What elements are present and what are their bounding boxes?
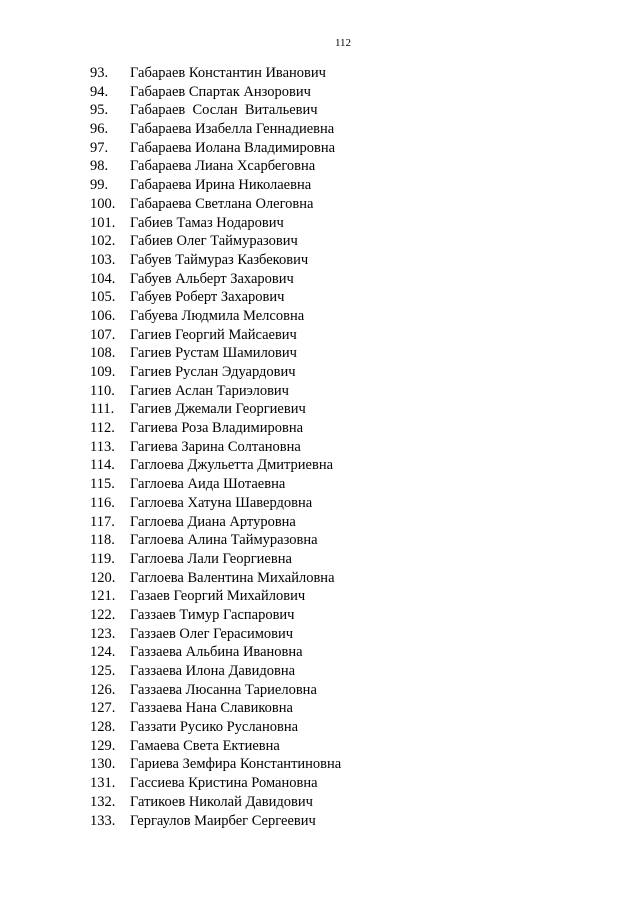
entry-number: 118. [90, 532, 115, 549]
entry-name: Гаглоева Хатуна Шавердовна [130, 494, 313, 511]
list-item [90, 793, 341, 812]
entry-name: Габиев Олег Таймуразович [130, 233, 298, 250]
entry-name: Габараева Ирина Николаевна [130, 177, 312, 194]
list-item [90, 400, 341, 419]
entry-name: Габуева Людмила Мелсовна [130, 307, 305, 324]
entry-number: 122. [90, 606, 116, 623]
entry-name: Гагиев Рустам Шамилович [130, 345, 297, 362]
entry-name: Гаглоева Аида Шотаевна [130, 476, 286, 493]
list-item [90, 812, 341, 831]
entry-name: Габараев Сослан Витальевич [130, 102, 318, 119]
entry-number: 95. [90, 102, 109, 119]
list-item [90, 382, 341, 401]
entry-number: 107. [90, 326, 116, 343]
entry-number: 98. [90, 158, 109, 175]
entry-number: 117. [90, 513, 115, 530]
entry-number: 115. [90, 476, 115, 493]
entry-number: 133. [90, 812, 116, 829]
entry-name: Гассиева Кристина Романовна [130, 775, 318, 792]
entry-name: Гатикоев Николай Давидович [130, 793, 313, 810]
list-item [90, 139, 341, 158]
entry-number: 96. [90, 121, 109, 138]
list-item [90, 569, 341, 588]
entry-number: 102. [90, 233, 116, 250]
entry-number: 104. [90, 270, 116, 287]
entry-name: Газзаев Тимур Гаспарович [130, 606, 295, 623]
list-item [90, 643, 341, 662]
page-number: 112 [334, 37, 352, 49]
entry-number: 127. [90, 700, 116, 717]
entry-number: 130. [90, 756, 116, 773]
entry-name: Газзати Русико Руслановна [130, 719, 299, 736]
entry-number: 110. [90, 382, 115, 399]
list-item [90, 363, 341, 382]
entry-name: Гагиев Аслан Тариэлович [130, 382, 289, 399]
entry-name: Габараева Иолана Владимировна [130, 139, 336, 156]
list-item [90, 681, 341, 700]
list-item [90, 531, 341, 550]
list-item [90, 438, 341, 457]
list-item [90, 214, 341, 233]
list-item [90, 120, 341, 139]
list-item [90, 550, 341, 569]
entry-number: 100. [90, 195, 116, 212]
entry-number: 111. [90, 401, 115, 418]
entry-number: 103. [90, 251, 116, 268]
entry-number: 93. [90, 65, 109, 81]
entry-number: 125. [90, 663, 116, 679]
list-item [90, 662, 341, 681]
list-item [90, 699, 341, 718]
entry-name: Газзаева Альбина Ивановна [130, 644, 303, 661]
list-item [90, 176, 341, 195]
list-item [90, 494, 341, 513]
list-item [90, 755, 341, 774]
entry-name: Гагиева Роза Владимировна [130, 420, 304, 437]
entry-number: 99. [90, 177, 109, 194]
entry-name: Габуев Альберт Захарович [130, 270, 294, 287]
name-list [90, 64, 341, 830]
entry-name: Гаглоева Диана Артуровна [130, 513, 296, 530]
entry-name: Газзаева Илона Давидовна [130, 663, 296, 679]
list-item [90, 344, 341, 363]
entry-name: Гаглоева Алина Таймуразовна [130, 532, 318, 549]
list-item [90, 587, 341, 606]
entry-name: Гагиев Георгий Майсаевич [130, 326, 297, 343]
entry-number: 106. [90, 307, 116, 324]
list-item [90, 475, 341, 494]
entry-name: Газзаев Олег Герасимович [130, 625, 294, 642]
list-item [90, 195, 341, 214]
entry-number: 114. [90, 457, 115, 474]
list-item [90, 307, 341, 326]
entry-name: Гергаулов Маирбег Сергеевич [130, 812, 316, 829]
entry-number: 121. [90, 588, 116, 605]
entry-name: Габараева Лиана Хсарбеговна [130, 158, 316, 175]
entry-number: 116. [90, 494, 115, 511]
entry-number: 94. [90, 83, 109, 100]
entry-number: 128. [90, 719, 116, 736]
list-item [90, 718, 341, 737]
list-item [90, 232, 341, 251]
list-item [90, 83, 341, 102]
list-item [90, 157, 341, 176]
entry-name: Габуев Таймураз Казбекович [130, 251, 309, 268]
entry-name: Габуев Роберт Захарович [130, 289, 285, 306]
list-item [90, 513, 341, 532]
entry-number: 132. [90, 793, 116, 810]
list-item [90, 774, 341, 793]
entry-number: 108. [90, 345, 116, 362]
list-item [90, 251, 341, 270]
entry-number: 120. [90, 569, 116, 586]
entry-name: Гагиева Зарина Солтановна [130, 438, 301, 455]
entry-name: Гариева Земфира Константиновна [130, 756, 342, 773]
list-item [90, 326, 341, 345]
entry-name: Газзаева Люсанна Тариеловна [130, 681, 317, 698]
entry-name: Габараев Константин Иванович [130, 65, 326, 81]
entry-number: 97. [90, 139, 109, 156]
entry-name: Газаев Георгий Михайлович [130, 588, 306, 605]
list-item [90, 625, 341, 644]
entry-number: 131. [90, 775, 116, 792]
entry-name: Габараева Светлана Олеговна [130, 195, 314, 212]
entry-name: Габараева Изабелла Геннадиевна [130, 121, 335, 138]
list-item [90, 270, 341, 289]
entry-number: 101. [90, 214, 116, 231]
list-item [90, 737, 341, 756]
entry-name: Гамаева Света Ектиевна [130, 737, 280, 754]
list-item [90, 101, 341, 120]
list-item [90, 419, 341, 438]
entry-name: Гаглоева Лали Георгиевна [130, 550, 292, 567]
entry-number: 124. [90, 644, 116, 661]
list-item [90, 456, 341, 475]
list-item [90, 606, 341, 625]
entry-name: Гагиев Руслан Эдуардович [130, 364, 296, 380]
list-item [90, 288, 341, 307]
entry-name: Габараев Спартак Анзорович [130, 83, 311, 100]
entry-number: 113. [90, 438, 115, 455]
entry-name: Габиев Тамаз Нодарович [130, 214, 284, 231]
list-item [90, 64, 341, 83]
entry-name: Газзаева Нана Славиковна [130, 700, 293, 717]
entry-number: 109. [90, 364, 116, 380]
entry-number: 105. [90, 289, 116, 306]
entry-number: 123. [90, 625, 116, 642]
entry-number: 126. [90, 681, 116, 698]
entry-name: Гаглоева Валентина Михайловна [130, 569, 335, 586]
entry-number: 119. [90, 550, 115, 567]
entry-number: 129. [90, 737, 116, 754]
entry-number: 112. [90, 420, 115, 437]
entry-name: Гаглоева Джульетта Дмитриевна [130, 457, 334, 474]
entry-name: Гагиев Джемали Георгиевич [130, 401, 306, 418]
